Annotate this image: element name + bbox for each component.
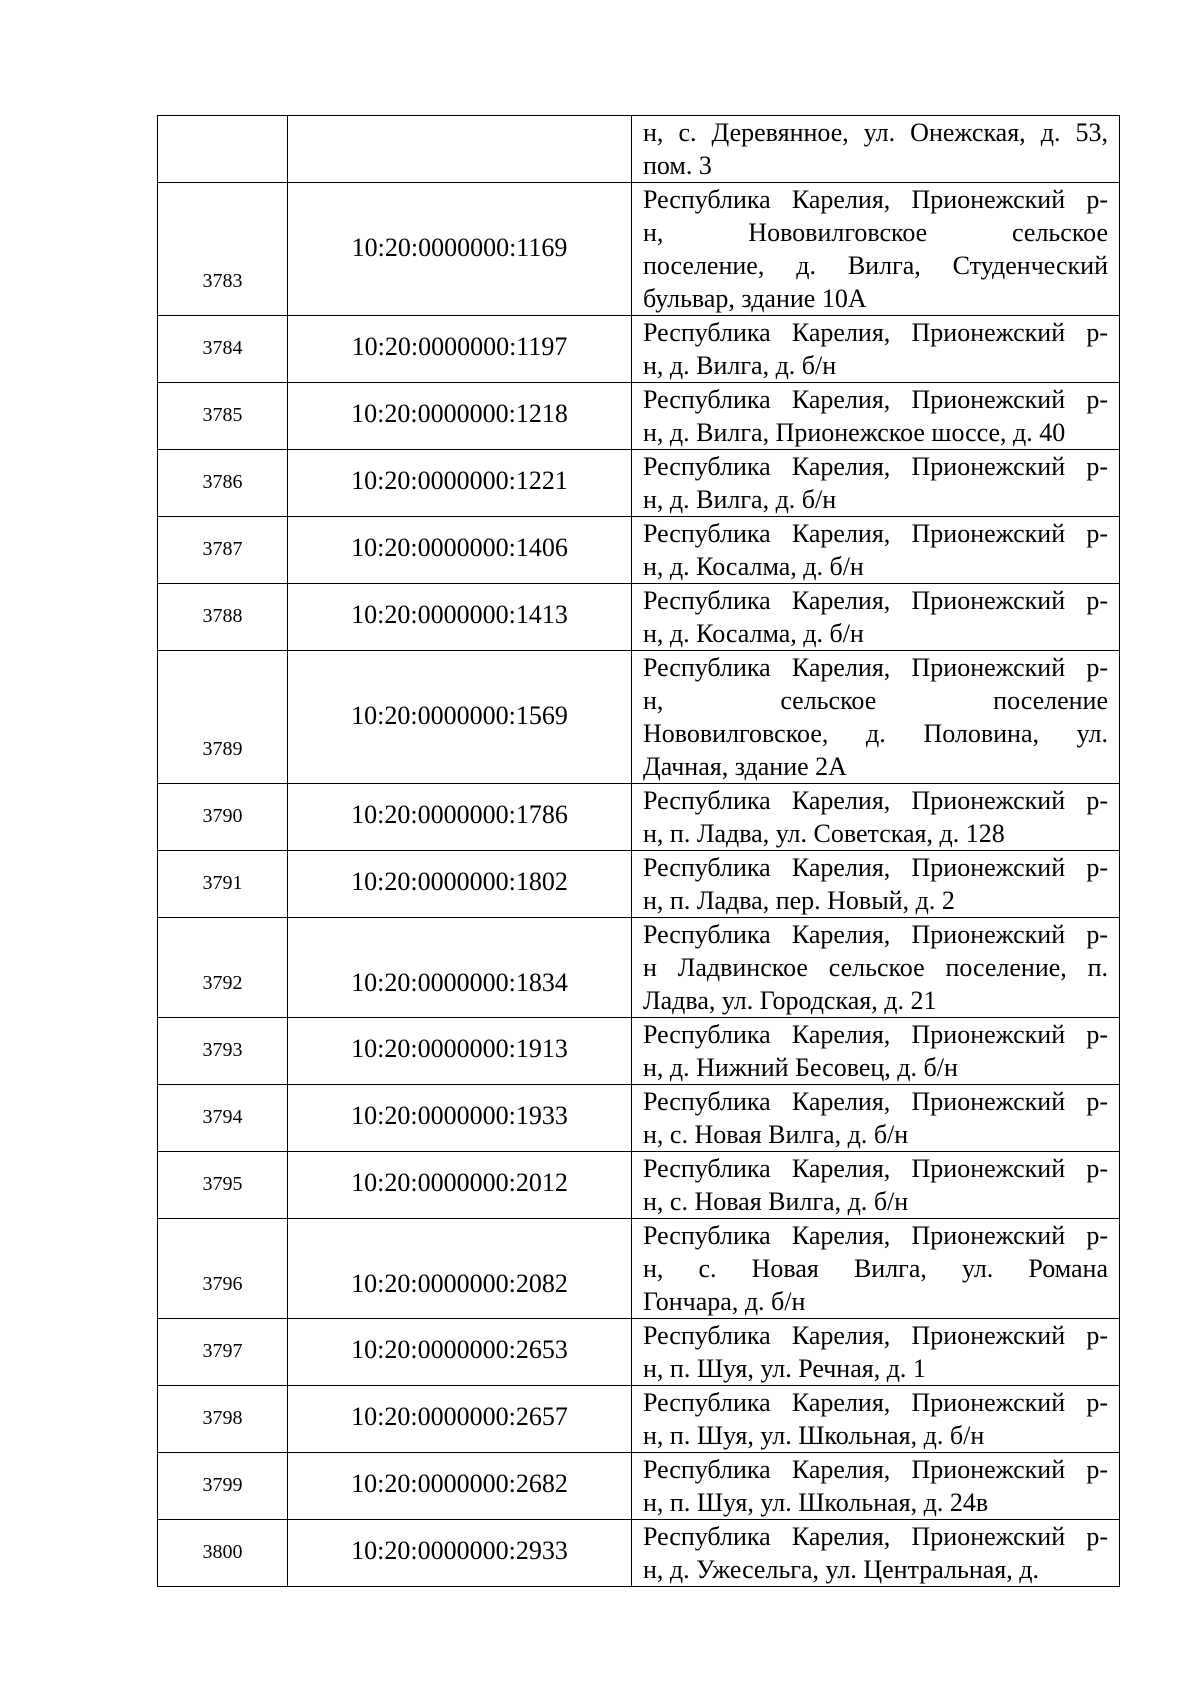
table-row xyxy=(158,517,1120,584)
address-line: Республика Карелия, Прионежский р- xyxy=(643,1087,1108,1116)
cadastral-number-cell: 10:20:0000000:1169 xyxy=(288,183,632,316)
address-line: н, с. Новая Вилга, д. б/н xyxy=(643,1120,909,1149)
table-row xyxy=(158,784,1120,851)
address-line: н, д. Вилга, д. б/н xyxy=(643,351,837,380)
cadastral-number-cell: 10:20:0000000:1406 xyxy=(288,517,632,584)
address-line: Гончара, д. б/н xyxy=(643,1287,806,1316)
row-number-cell: 3787 xyxy=(158,517,288,584)
address-cell xyxy=(632,1520,1120,1587)
row-number-cell: 3799 xyxy=(158,1453,288,1520)
address-line: н, п. Шуя, ул. Речная, д. 1 xyxy=(643,1354,926,1383)
cadastral-number-cell: 10:20:0000000:2933 xyxy=(288,1520,632,1587)
address-cell xyxy=(632,651,1120,784)
address-line: Республика Карелия, Прионежский р- xyxy=(643,653,1108,682)
address-cell xyxy=(632,1219,1120,1319)
address-line: н, п. Шуя, ул. Школьная, д. 24в xyxy=(643,1488,989,1517)
address-line: н, д. Нижний Бесовец, д. б/н xyxy=(643,1053,958,1082)
address-cell xyxy=(632,517,1120,584)
table-row xyxy=(158,316,1120,383)
address-line: Республика Карелия, Прионежский р- xyxy=(643,853,1108,882)
address-line: Республика Карелия, Прионежский р- xyxy=(643,1455,1108,1484)
cadastral-number-cell: 10:20:0000000:1413 xyxy=(288,584,632,651)
row-number-cell: 3789 xyxy=(158,651,288,784)
row-number-cell: 3783 xyxy=(158,183,288,316)
registry-table-body xyxy=(158,116,1120,1587)
table-row xyxy=(158,1219,1120,1319)
table-row xyxy=(158,584,1120,651)
address-cell xyxy=(632,851,1120,918)
address-cell xyxy=(632,450,1120,517)
address-line: н, с. Деревянное, ул. Онежская, д. 53, xyxy=(643,118,1108,147)
address-line: н, сельское поселение xyxy=(643,686,1108,715)
table-row xyxy=(158,1453,1120,1520)
cadastral-number-cell: 10:20:0000000:1802 xyxy=(288,851,632,918)
table-row xyxy=(158,851,1120,918)
cadastral-number-cell: 10:20:0000000:1569 xyxy=(288,651,632,784)
address-line: н, д. Ужесельга, ул. Центральная, д. xyxy=(643,1555,1039,1584)
address-cell xyxy=(632,1386,1120,1453)
address-line: н, с. Новая Вилга, д. б/н xyxy=(643,1187,909,1216)
cadastral-number-cell: 10:20:0000000:2657 xyxy=(288,1386,632,1453)
cadastral-number-cell: 10:20:0000000:2682 xyxy=(288,1453,632,1520)
address-cell xyxy=(632,1085,1120,1152)
address-line: Республика Карелия, Прионежский р- xyxy=(643,318,1108,347)
address-line: Нововилговское, д. Половина, ул. xyxy=(643,719,1108,748)
address-cell xyxy=(632,1453,1120,1520)
table-row xyxy=(158,1520,1120,1587)
address-line: Республика Карелия, Прионежский р- xyxy=(643,185,1108,214)
address-line: н, д. Косалма, д. б/н xyxy=(643,552,864,581)
address-line: поселение, д. Вилга, Студенческий xyxy=(643,251,1108,280)
address-cell xyxy=(632,383,1120,450)
address-line: н Ладвинское сельское поселение, п. xyxy=(643,953,1108,982)
address-cell xyxy=(632,584,1120,651)
cadastral-number-cell: 10:20:0000000:2653 xyxy=(288,1319,632,1386)
table-row xyxy=(158,1152,1120,1219)
address-cell xyxy=(632,116,1120,183)
row-number-cell: 3791 xyxy=(158,851,288,918)
table-row xyxy=(158,450,1120,517)
row-number-cell: 3784 xyxy=(158,316,288,383)
address-line: н, с. Новая Вилга, ул. Романа xyxy=(643,1254,1108,1283)
table-row xyxy=(158,116,1120,183)
cadastral-number-cell: 10:20:0000000:1221 xyxy=(288,450,632,517)
address-line: н, д. Вилга, д. б/н xyxy=(643,485,837,514)
table-row xyxy=(158,183,1120,316)
address-line: Республика Карелия, Прионежский р- xyxy=(643,786,1108,815)
address-line: Республика Карелия, Прионежский р- xyxy=(643,1020,1108,1049)
table-row xyxy=(158,383,1120,450)
address-line: Республика Карелия, Прионежский р- xyxy=(643,1321,1108,1350)
address-line: Ладва, ул. Городская, д. 21 xyxy=(643,986,937,1015)
row-number-cell: 3796 xyxy=(158,1219,288,1319)
address-line: Республика Карелия, Прионежский р- xyxy=(643,1154,1108,1183)
address-cell xyxy=(632,1152,1120,1219)
row-number-cell: 3788 xyxy=(158,584,288,651)
address-line: Республика Карелия, Прионежский р- xyxy=(643,1388,1108,1417)
address-cell xyxy=(632,183,1120,316)
address-line: Дачная, здание 2А xyxy=(643,752,847,781)
address-line: н, д. Косалма, д. б/н xyxy=(643,619,864,648)
row-number-cell: 3786 xyxy=(158,450,288,517)
cadastral-number-cell: 10:20:0000000:1786 xyxy=(288,784,632,851)
row-number-cell: 3793 xyxy=(158,1018,288,1085)
row-number-cell: 3794 xyxy=(158,1085,288,1152)
cadastral-number-cell: 10:20:0000000:1933 xyxy=(288,1085,632,1152)
address-line: Республика Карелия, Прионежский р- xyxy=(643,920,1108,949)
address-cell xyxy=(632,1018,1120,1085)
table-row xyxy=(158,1386,1120,1453)
row-number-cell: 3797 xyxy=(158,1319,288,1386)
address-line: Республика Карелия, Прионежский р- xyxy=(643,385,1108,414)
cadastral-number-cell xyxy=(288,116,632,183)
row-number-cell: 3785 xyxy=(158,383,288,450)
table-row xyxy=(158,1018,1120,1085)
row-number-cell: 3790 xyxy=(158,784,288,851)
cadastral-number-cell: 10:20:0000000:1218 xyxy=(288,383,632,450)
address-line: Республика Карелия, Прионежский р- xyxy=(643,519,1108,548)
row-number-cell: 3795 xyxy=(158,1152,288,1219)
table-row xyxy=(158,918,1120,1018)
address-line: н, п. Ладва, ул. Советская, д. 128 xyxy=(643,819,1005,848)
table-row xyxy=(158,651,1120,784)
address-line: Республика Карелия, Прионежский р- xyxy=(643,452,1108,481)
row-number-cell: 3798 xyxy=(158,1386,288,1453)
address-line: н, Нововилговское сельское xyxy=(643,218,1108,247)
address-line: Республика Карелия, Прионежский р- xyxy=(643,1522,1108,1551)
address-line: Республика Карелия, Прионежский р- xyxy=(643,586,1108,615)
address-cell xyxy=(632,1319,1120,1386)
table-row xyxy=(158,1085,1120,1152)
address-line: Республика Карелия, Прионежский р- xyxy=(643,1221,1108,1250)
address-line: пом. 3 xyxy=(643,151,712,180)
cadastral-number-cell: 10:20:0000000:1834 xyxy=(288,918,632,1018)
cadastral-number-cell: 10:20:0000000:1913 xyxy=(288,1018,632,1085)
table-row xyxy=(158,1319,1120,1386)
row-number-cell: 3792 xyxy=(158,918,288,1018)
row-number-cell xyxy=(158,116,288,183)
row-number-cell: 3800 xyxy=(158,1520,288,1587)
cadastral-number-cell: 10:20:0000000:1197 xyxy=(288,316,632,383)
registry-table xyxy=(157,115,1120,1587)
address-line: н, п. Ладва, пер. Новый, д. 2 xyxy=(643,886,955,915)
cadastral-number-cell: 10:20:0000000:2082 xyxy=(288,1219,632,1319)
address-line: н, п. Шуя, ул. Школьная, д. б/н xyxy=(643,1421,985,1450)
address-cell xyxy=(632,918,1120,1018)
address-line: бульвар, здание 10А xyxy=(643,284,867,313)
address-cell xyxy=(632,784,1120,851)
address-line: н, д. Вилга, Прионежское шоссе, д. 40 xyxy=(643,418,1066,447)
address-cell xyxy=(632,316,1120,383)
cadastral-number-cell: 10:20:0000000:2012 xyxy=(288,1152,632,1219)
